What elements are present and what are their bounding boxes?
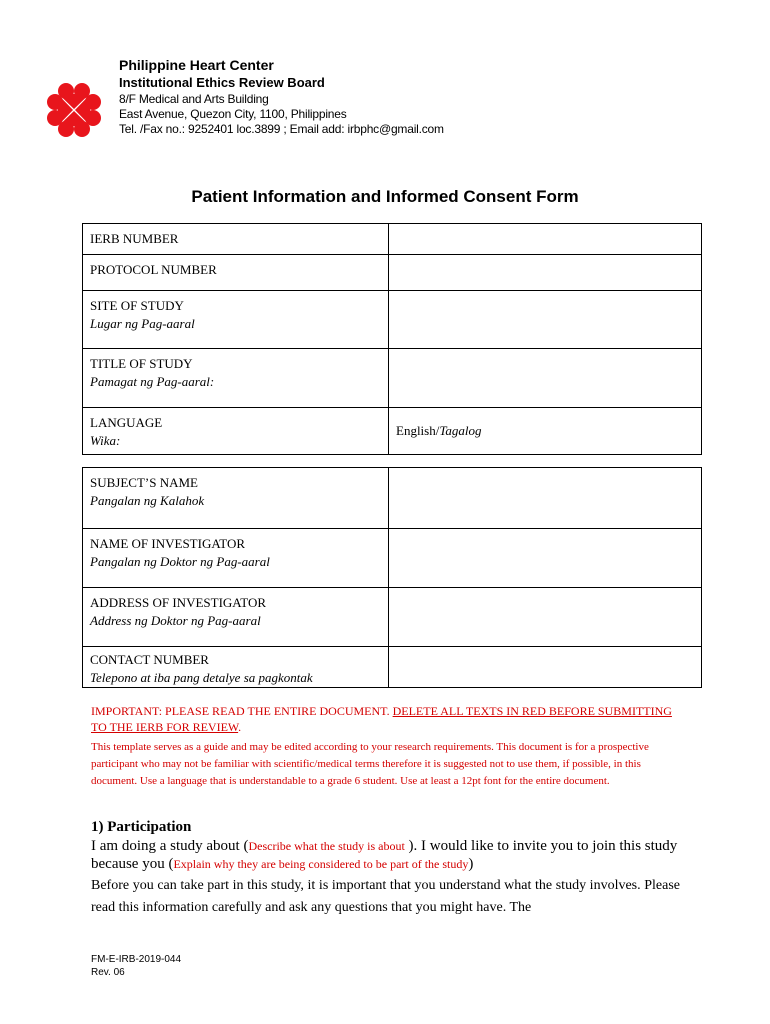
form-revision: Rev. 06	[91, 967, 125, 978]
participation-paragraph: Before you can take part in this study, it is important that you understand what the study involves. Please read this information carefully and ask any questions that you might have. The	[91, 877, 680, 915]
investigator-address-field[interactable]	[389, 588, 702, 647]
participant-info-table	[82, 467, 702, 688]
form-footer	[91, 953, 181, 979]
site-of-study-label: SITE OF STUDY Lugar ng Pag-aaral	[83, 291, 389, 349]
org-name: Philippine Heart Center	[119, 57, 274, 73]
protocol-number-label: PROTOCOL NUMBER	[83, 255, 389, 291]
site-of-study-field[interactable]	[389, 291, 702, 349]
ierb-number-field[interactable]	[389, 224, 702, 255]
language-field[interactable]	[389, 408, 702, 455]
study-description-placeholder: Describe what the study is about	[248, 838, 405, 853]
page-title: Patient Information and Informed Consent Form	[191, 187, 579, 206]
protocol-number-field[interactable]	[389, 255, 702, 291]
language-value-english: English/	[396, 423, 440, 438]
study-info-table	[82, 223, 702, 455]
title-of-study-label: TITLE OF STUDY Pamagat ng Pag-aaral:	[83, 349, 389, 408]
address-line-2: East Avenue, Quezon City, 1100, Philippines	[119, 107, 347, 121]
important-note: IMPORTANT: PLEASE READ THE ENTIRE DOCUMENT. DELETE ALL TEXTS IN RED BEFORE SUBMITTING TO THE IERB FOR REVIEW.	[91, 704, 672, 734]
reason-placeholder: Explain why they are being considered to be part of the study	[173, 857, 469, 871]
contact-line: Tel. /Fax no.: 9252401 loc.3899 ; Email add: irbphc@gmail.com	[119, 122, 444, 136]
contact-number-label: CONTACT NUMBER Telepono at iba pang detalye sa pagkontak	[83, 647, 389, 688]
board-name: Institutional Ethics Review Board	[119, 75, 325, 90]
template-instructions	[91, 703, 686, 790]
investigator-name-label: NAME OF INVESTIGATOR Pangalan ng Doktor ng Pag-aaral	[83, 529, 389, 588]
investigator-address-label: ADDRESS OF INVESTIGATOR Address ng Doktor ng Pag-aaral	[83, 588, 389, 647]
form-code: FM-E-IRB-2019-044	[91, 954, 182, 965]
address-line-1: 8/F Medical and Arts Building	[119, 92, 269, 106]
language-value-tagalog: Tagalog	[439, 423, 482, 438]
section-heading: 1) Participation	[91, 819, 192, 835]
heart-cross-icon	[44, 80, 104, 140]
contact-number-field[interactable]	[389, 647, 702, 688]
subject-name-label: SUBJECT’S NAME Pangalan ng Kalahok	[83, 468, 389, 529]
title-of-study-field[interactable]	[389, 349, 702, 408]
participation-section	[91, 818, 680, 919]
ierb-number-label: IERB NUMBER	[83, 224, 389, 255]
participation-intro: I am doing a study about (Describe what the study is about ). I would like to invite you to join this study because you (Explain why they are being considered to be part of the study)	[91, 837, 678, 872]
investigator-name-field[interactable]	[389, 529, 702, 588]
language-label: LANGUAGE Wika:	[83, 408, 389, 455]
subject-name-field[interactable]	[389, 468, 702, 529]
letterhead	[119, 56, 444, 137]
template-guidance: This template serves as a guide and may be edited according to your research requirements. This document is for a prospective participant who may not be familiar with scientific/medical terms therefore it is suggested not to use them, if possible, in this document. Use a language that is understandable to a grade 6 student. Use at least a 12pt font for the entire document.	[91, 741, 649, 787]
